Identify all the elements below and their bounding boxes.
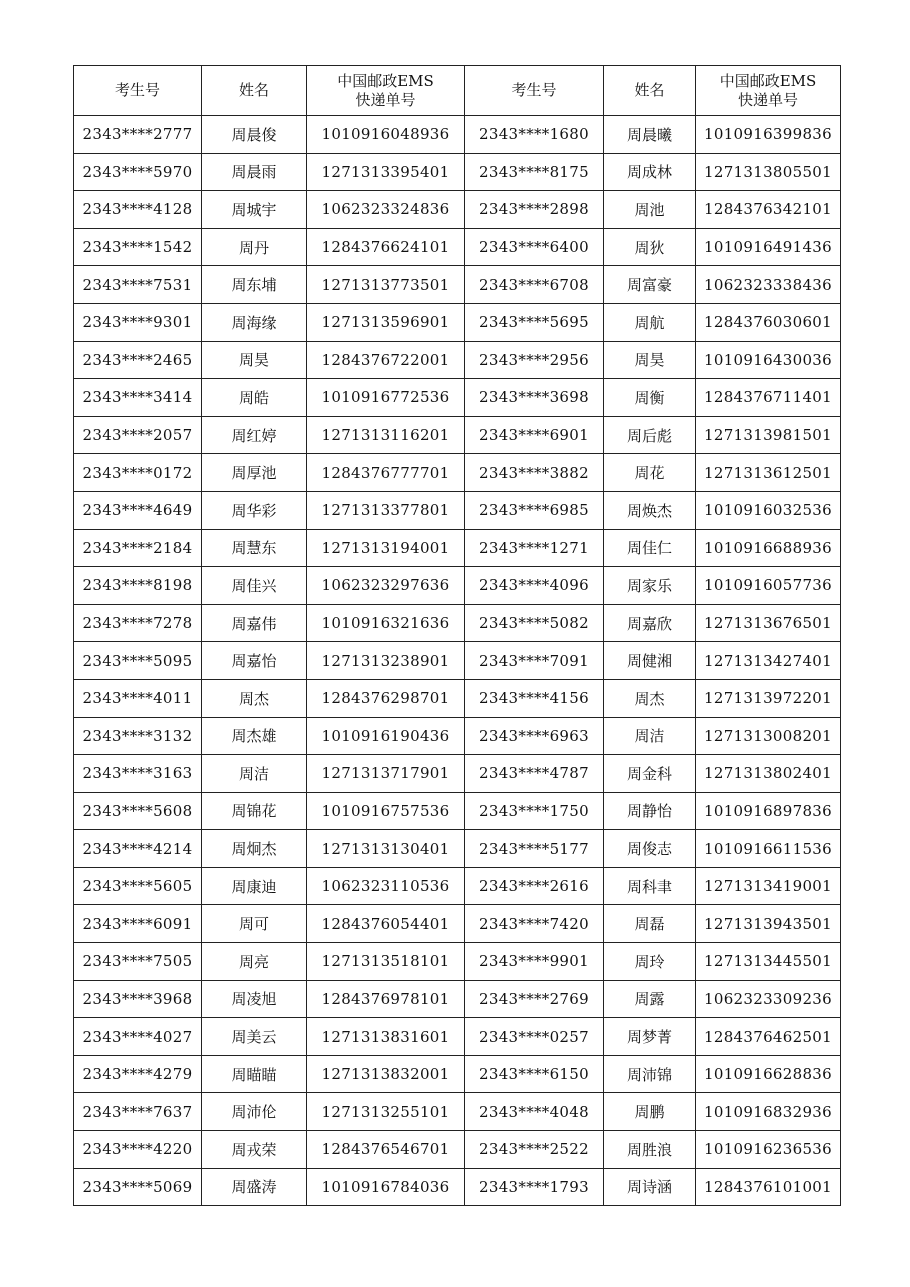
ems-number-cell: 1271313116201: [307, 416, 465, 454]
name-cell: 周沛伦: [202, 1093, 307, 1131]
exam-no-cell: 2343****6901: [465, 416, 604, 454]
ems-number-cell: 1271313255101: [307, 1093, 465, 1131]
ems-number-cell: 1271313972201: [696, 679, 841, 717]
exam-no-cell: 2343****6985: [465, 491, 604, 529]
exam-no-cell: 2343****2898: [465, 191, 604, 229]
roster-table: [73, 65, 841, 1206]
name-cell: 周海缘: [202, 303, 307, 341]
ems-number-cell: 1010916057736: [696, 567, 841, 605]
ems-number-cell: 1010916784036: [307, 1168, 465, 1206]
name-cell: 周玲: [604, 943, 696, 981]
exam-no-cell: 2343****6708: [465, 266, 604, 304]
exam-no-cell: 2343****2057: [74, 416, 202, 454]
name-cell: 周昊: [202, 341, 307, 379]
table-row: [74, 867, 841, 905]
name-cell: 周戎荣: [202, 1131, 307, 1169]
table-row: [74, 491, 841, 529]
name-cell: 周厚池: [202, 454, 307, 492]
ems-number-cell: 1271313008201: [696, 717, 841, 755]
ems-number-cell: 1271313802401: [696, 755, 841, 793]
name-cell: 周晨曦: [604, 116, 696, 154]
table-row: [74, 943, 841, 981]
exam-no-cell: 2343****7091: [465, 642, 604, 680]
exam-no-cell: 2343****4220: [74, 1131, 202, 1169]
name-cell: 周航: [604, 303, 696, 341]
exam-no-cell: 2343****7278: [74, 604, 202, 642]
name-cell: 周康迪: [202, 867, 307, 905]
header-name-2: 姓名: [604, 66, 696, 116]
name-cell: 周锦花: [202, 792, 307, 830]
ems-number-cell: 1284376462501: [696, 1018, 841, 1056]
exam-no-cell: 2343****6400: [465, 228, 604, 266]
exam-no-cell: 2343****5082: [465, 604, 604, 642]
name-cell: 周健湘: [604, 642, 696, 680]
ems-number-cell: 1271313773501: [307, 266, 465, 304]
table-row: [74, 604, 841, 642]
exam-no-cell: 2343****1542: [74, 228, 202, 266]
ems-number-cell: 1062323297636: [307, 567, 465, 605]
exam-no-cell: 2343****3968: [74, 980, 202, 1018]
name-cell: 周诗涵: [604, 1168, 696, 1206]
name-cell: 周焕杰: [604, 491, 696, 529]
ems-number-cell: 1271313805501: [696, 153, 841, 191]
ems-number-cell: 1271313612501: [696, 454, 841, 492]
table-header: [74, 66, 841, 116]
header-ems-line1-2: 中国邮政EMS: [719, 71, 817, 90]
exam-no-cell: 2343****5608: [74, 792, 202, 830]
ems-number-cell: 1010916688936: [696, 529, 841, 567]
ems-number-cell: 1010916190436: [307, 717, 465, 755]
exam-no-cell: 2343****4787: [465, 755, 604, 793]
ems-number-cell: 1010916321636: [307, 604, 465, 642]
name-cell: 周晨雨: [202, 153, 307, 191]
exam-no-cell: 2343****3132: [74, 717, 202, 755]
ems-number-cell: 1271313676501: [696, 604, 841, 642]
ems-number-cell: 1010916048936: [307, 116, 465, 154]
ems-number-cell: 1062323338436: [696, 266, 841, 304]
ems-number-cell: 1271313518101: [307, 943, 465, 981]
ems-number-cell: 1284376978101: [307, 980, 465, 1018]
header-exam-no-2: 考生号: [465, 66, 604, 116]
name-cell: 周俊志: [604, 830, 696, 868]
exam-no-cell: 2343****2616: [465, 867, 604, 905]
name-cell: 周洁: [604, 717, 696, 755]
exam-no-cell: 2343****4011: [74, 679, 202, 717]
ems-number-cell: 1271313377801: [307, 491, 465, 529]
table-row: [74, 191, 841, 229]
name-cell: 周慧东: [202, 529, 307, 567]
name-cell: 周杰: [202, 679, 307, 717]
name-cell: 周静怡: [604, 792, 696, 830]
table-row: [74, 454, 841, 492]
ems-number-cell: 1284376101001: [696, 1168, 841, 1206]
table-row: [74, 755, 841, 793]
header-ems-line2: 快递单号: [355, 90, 416, 109]
exam-no-cell: 2343****4214: [74, 830, 202, 868]
table-row: [74, 228, 841, 266]
table-row: [74, 1055, 841, 1093]
exam-no-cell: 2343****5177: [465, 830, 604, 868]
ems-number-cell: 1271313596901: [307, 303, 465, 341]
ems-number-cell: 1271313238901: [307, 642, 465, 680]
name-cell: 周鹏: [604, 1093, 696, 1131]
exam-no-cell: 2343****1271: [465, 529, 604, 567]
exam-no-cell: 2343****3414: [74, 379, 202, 417]
ems-number-cell: 1271313194001: [307, 529, 465, 567]
header-exam-no: 考生号: [74, 66, 202, 116]
exam-no-cell: 2343****4027: [74, 1018, 202, 1056]
exam-no-cell: 2343****8198: [74, 567, 202, 605]
header-ems-line2-2: 快递单号: [737, 90, 798, 109]
name-cell: 周成林: [604, 153, 696, 191]
name-cell: 周洁: [202, 755, 307, 793]
exam-no-cell: 2343****5095: [74, 642, 202, 680]
name-cell: 周丹: [202, 228, 307, 266]
table-row: [74, 116, 841, 154]
table-row: [74, 905, 841, 943]
table-row: [74, 341, 841, 379]
ems-number-cell: 1010916757536: [307, 792, 465, 830]
name-cell: 周胜浪: [604, 1131, 696, 1169]
name-cell: 周瞄瞄: [202, 1055, 307, 1093]
ems-number-cell: 1284376030601: [696, 303, 841, 341]
name-cell: 周花: [604, 454, 696, 492]
ems-number-cell: 1010916236536: [696, 1131, 841, 1169]
name-cell: 周磊: [604, 905, 696, 943]
header-name: 姓名: [202, 66, 307, 116]
exam-no-cell: 2343****2465: [74, 341, 202, 379]
table-body: [74, 116, 841, 1206]
name-cell: 周狄: [604, 228, 696, 266]
exam-no-cell: 2343****7531: [74, 266, 202, 304]
ems-number-cell: 1062323309236: [696, 980, 841, 1018]
ems-number-cell: 1271313831601: [307, 1018, 465, 1056]
name-cell: 周衡: [604, 379, 696, 417]
ems-number-cell: 1010916611536: [696, 830, 841, 868]
header-ems-number: [307, 66, 465, 116]
name-cell: 周红婷: [202, 416, 307, 454]
exam-no-cell: 2343****4128: [74, 191, 202, 229]
ems-number-cell: 1284376777701: [307, 454, 465, 492]
name-cell: 周池: [604, 191, 696, 229]
name-cell: 周后彪: [604, 416, 696, 454]
exam-no-cell: 2343****4649: [74, 491, 202, 529]
exam-no-cell: 2343****1750: [465, 792, 604, 830]
exam-no-cell: 2343****9901: [465, 943, 604, 981]
exam-no-cell: 2343****3163: [74, 755, 202, 793]
exam-no-cell: 2343****5069: [74, 1168, 202, 1206]
ems-number-cell: 1010916491436: [696, 228, 841, 266]
ems-number-cell: 1271313832001: [307, 1055, 465, 1093]
exam-no-cell: 2343****0172: [74, 454, 202, 492]
ems-number-cell: 1010916399836: [696, 116, 841, 154]
name-cell: 周皓: [202, 379, 307, 417]
ems-number-cell: 1284376624101: [307, 228, 465, 266]
table-row: [74, 830, 841, 868]
ems-number-cell: 1010916628836: [696, 1055, 841, 1093]
exam-no-cell: 2343****4279: [74, 1055, 202, 1093]
exam-no-cell: 2343****5605: [74, 867, 202, 905]
ems-number-cell: 1284376342101: [696, 191, 841, 229]
table-row: [74, 717, 841, 755]
exam-no-cell: 2343****6091: [74, 905, 202, 943]
ems-number-cell: 1010916032536: [696, 491, 841, 529]
table-row: [74, 792, 841, 830]
ems-number-cell: 1271313717901: [307, 755, 465, 793]
name-cell: 周城宇: [202, 191, 307, 229]
ems-number-cell: 1062323110536: [307, 867, 465, 905]
ems-number-cell: 1010916430036: [696, 341, 841, 379]
header-ems-number-2: [696, 66, 841, 116]
exam-no-cell: 2343****2184: [74, 529, 202, 567]
header-row: [74, 66, 841, 116]
table-row: [74, 1093, 841, 1131]
exam-no-cell: 2343****2769: [465, 980, 604, 1018]
table-row: [74, 529, 841, 567]
name-cell: 周晨俊: [202, 116, 307, 154]
table-row: [74, 303, 841, 341]
name-cell: 周美云: [202, 1018, 307, 1056]
exam-no-cell: 2343****9301: [74, 303, 202, 341]
name-cell: 周嘉怡: [202, 642, 307, 680]
name-cell: 周露: [604, 980, 696, 1018]
header-ems-line1: 中国邮政EMS: [337, 71, 434, 90]
table-row: [74, 679, 841, 717]
name-cell: 周可: [202, 905, 307, 943]
ems-number-cell: 1284376298701: [307, 679, 465, 717]
ems-number-cell: 1271313395401: [307, 153, 465, 191]
name-cell: 周嘉欣: [604, 604, 696, 642]
exam-no-cell: 2343****2956: [465, 341, 604, 379]
table-row: [74, 980, 841, 1018]
ems-number-cell: 1271313419001: [696, 867, 841, 905]
table-row: [74, 153, 841, 191]
exam-no-cell: 2343****4096: [465, 567, 604, 605]
ems-number-cell: 1284376722001: [307, 341, 465, 379]
name-cell: 周佳仁: [604, 529, 696, 567]
exam-no-cell: 2343****5970: [74, 153, 202, 191]
name-cell: 周东埔: [202, 266, 307, 304]
name-cell: 周杰雄: [202, 717, 307, 755]
exam-no-cell: 2343****1680: [465, 116, 604, 154]
table-row: [74, 1018, 841, 1056]
name-cell: 周凌旭: [202, 980, 307, 1018]
ems-number-cell: 1271313445501: [696, 943, 841, 981]
name-cell: 周盛涛: [202, 1168, 307, 1206]
ems-number-cell: 1271313130401: [307, 830, 465, 868]
ems-number-cell: 1271313943501: [696, 905, 841, 943]
name-cell: 周家乐: [604, 567, 696, 605]
ems-number-cell: 1062323324836: [307, 191, 465, 229]
ems-number-cell: 1284376546701: [307, 1131, 465, 1169]
table-row: [74, 266, 841, 304]
name-cell: 周昊: [604, 341, 696, 379]
name-cell: 周梦菁: [604, 1018, 696, 1056]
table-row: [74, 1131, 841, 1169]
exam-no-cell: 2343****2522: [465, 1131, 604, 1169]
name-cell: 周亮: [202, 943, 307, 981]
exam-no-cell: 2343****3882: [465, 454, 604, 492]
exam-no-cell: 2343****1793: [465, 1168, 604, 1206]
exam-no-cell: 2343****6150: [465, 1055, 604, 1093]
exam-no-cell: 2343****7505: [74, 943, 202, 981]
name-cell: 周华彩: [202, 491, 307, 529]
exam-no-cell: 2343****6963: [465, 717, 604, 755]
name-cell: 周嘉伟: [202, 604, 307, 642]
ems-number-cell: 1271313981501: [696, 416, 841, 454]
name-cell: 周富豪: [604, 266, 696, 304]
name-cell: 周沛锦: [604, 1055, 696, 1093]
ems-number-cell: 1284376054401: [307, 905, 465, 943]
table-row: [74, 642, 841, 680]
ems-number-cell: 1284376711401: [696, 379, 841, 417]
exam-no-cell: 2343****7637: [74, 1093, 202, 1131]
table-row: [74, 416, 841, 454]
ems-number-cell: 1010916772536: [307, 379, 465, 417]
ems-number-cell: 1010916897836: [696, 792, 841, 830]
exam-no-cell: 2343****4156: [465, 679, 604, 717]
name-cell: 周科聿: [604, 867, 696, 905]
ems-number-cell: 1271313427401: [696, 642, 841, 680]
table-row: [74, 567, 841, 605]
table-row: [74, 379, 841, 417]
exam-no-cell: 2343****8175: [465, 153, 604, 191]
name-cell: 周炯杰: [202, 830, 307, 868]
name-cell: 周佳兴: [202, 567, 307, 605]
exam-no-cell: 2343****7420: [465, 905, 604, 943]
exam-no-cell: 2343****5695: [465, 303, 604, 341]
exam-no-cell: 2343****4048: [465, 1093, 604, 1131]
name-cell: 周金科: [604, 755, 696, 793]
name-cell: 周杰: [604, 679, 696, 717]
exam-no-cell: 2343****3698: [465, 379, 604, 417]
ems-number-cell: 1010916832936: [696, 1093, 841, 1131]
table-row: [74, 1168, 841, 1206]
exam-no-cell: 2343****2777: [74, 116, 202, 154]
exam-no-cell: 2343****0257: [465, 1018, 604, 1056]
